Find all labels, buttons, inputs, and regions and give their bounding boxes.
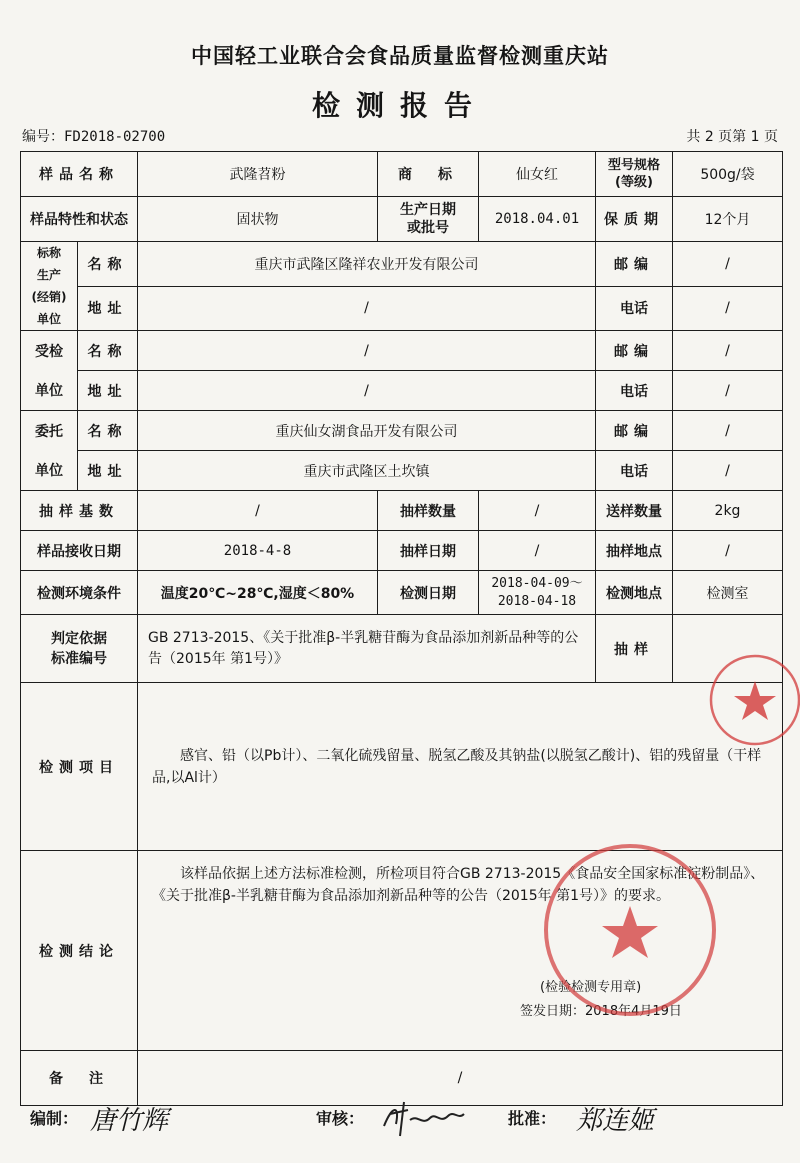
label-basis: 判定依据 标准编号 [21, 615, 138, 683]
row-sample-state [21, 197, 783, 242]
label-sample-name: 样品名称 [21, 152, 138, 197]
label-production-date: 生产日期 或批号 [378, 197, 479, 242]
label-producer-name: 名称 [78, 242, 138, 287]
row-conclusion [21, 851, 783, 1051]
label-client-phone: 电话 [596, 451, 673, 491]
row-receive [21, 531, 783, 571]
value-delivered-quantity: 2kg [673, 491, 783, 531]
value-receive-date: 2018-4-8 [138, 531, 378, 571]
row-client-address [21, 451, 783, 491]
approver-signature: 郑连姬 [576, 1106, 655, 1136]
value-client-address: 重庆市武隆区土坎镇 [138, 451, 596, 491]
label-inspected-postcode: 邮编 [596, 331, 673, 371]
row-environment [21, 571, 783, 615]
label-sampling-base: 抽样基数 [21, 491, 138, 531]
row-basis [21, 615, 783, 683]
label-producer-group: 标称 生产 (经销) 单位 [21, 242, 78, 331]
row-inspected-name [21, 331, 783, 371]
label-delivered-quantity: 送样数量 [596, 491, 673, 531]
label-producer-phone: 电话 [596, 286, 673, 331]
value-shelf-life: 12个月 [673, 197, 783, 242]
row-inspected-address [21, 371, 783, 411]
value-conclusion: 该样品依据上述方法标准检测，所检项目符合GB 2713-2015《食品安全国家标准淀粉制品》、《关于批准β-半乳糖苷酶为食品添加剂新品种等的公告（2015年 第1号）》的要求。 [138, 851, 783, 1051]
row-sampling [21, 491, 783, 531]
label-client-name: 名称 [78, 411, 138, 451]
label-test-date: 检测日期 [378, 571, 479, 615]
value-producer-name: 重庆市武隆区隆祥农业开发有限公司 [138, 242, 596, 287]
value-producer-phone: / [673, 286, 783, 331]
value-test-items: 感官、铅（以Pb计）、二氧化硫残留量、脱氢乙酸及其钠盐(以脱氢乙酸计)、铝的残留量（干样品,以Al计） [138, 683, 783, 851]
label-sampling-2: 抽样 [596, 615, 673, 683]
label-client-bottom: 单位 [21, 451, 78, 491]
signature-row [30, 1100, 770, 1140]
value-sampling-location: / [673, 531, 783, 571]
value-spec: 500g/袋 [673, 152, 783, 197]
value-inspected-name: / [138, 331, 596, 371]
label-inspected-phone: 电话 [596, 371, 673, 411]
value-sampling-quantity: / [479, 491, 596, 531]
value-test-location: 检测室 [673, 571, 783, 615]
value-sample-name: 武隆苕粉 [138, 152, 378, 197]
label-conclusion: 检测结论 [21, 851, 138, 1051]
label-client-top: 委托 [21, 411, 78, 451]
value-sampling-base: / [138, 491, 378, 531]
editor-signature: 唐竹辉 [90, 1106, 169, 1136]
label-inspected-name: 名称 [78, 331, 138, 371]
value-sampling-date: / [479, 531, 596, 571]
page-info: 共 2 页第 1 页 [686, 129, 778, 145]
seal-note: (检验检测专用章) [540, 980, 642, 995]
label-sampling-quantity: 抽样数量 [378, 491, 479, 531]
row-sample-name [21, 152, 783, 197]
label-sampling-location: 抽样地点 [596, 531, 673, 571]
value-basis: GB 2713-2015、《关于批准β-半乳糖苷酶为食品添加剂新品种等的公告（2015年 第1号）》 [138, 615, 596, 683]
label-spec: 型号规格 (等级) [596, 152, 673, 197]
label-producer-address: 地址 [78, 286, 138, 331]
label-test-items: 检测项目 [21, 683, 138, 851]
label-brand: 商 标 [378, 152, 479, 197]
row-producer-address [21, 286, 783, 331]
label-test-location: 检测地点 [596, 571, 673, 615]
value-env-conditions: 温度20℃~28℃,湿度＜80% [138, 571, 378, 615]
value-brand: 仙女红 [479, 152, 596, 197]
org-name: 中国轻工业联合会食品质量监督检测重庆站 [191, 44, 609, 68]
row-client-name [21, 411, 783, 451]
label-inspected-top: 受检 [21, 331, 78, 371]
row-test-items [21, 683, 783, 851]
editor-label: 编制： [30, 1109, 79, 1128]
label-receive-date: 样品接收日期 [21, 531, 138, 571]
value-inspected-postcode: / [673, 331, 783, 371]
value-producer-postcode: / [673, 242, 783, 287]
report-table [20, 151, 783, 1106]
value-inspected-phone: / [673, 371, 783, 411]
value-client-postcode: / [673, 411, 783, 451]
value-producer-address: / [138, 286, 596, 331]
value-client-phone: / [673, 451, 783, 491]
value-test-date: 2018-04-09～ 2018-04-18 [479, 571, 596, 615]
value-remarks: / [138, 1051, 783, 1106]
value-sample-state: 固状物 [138, 197, 378, 242]
label-sample-state: 样品特性和状态 [21, 197, 138, 242]
value-sampling-2 [673, 615, 783, 683]
approver-label: 批准： [508, 1109, 557, 1128]
value-inspected-address: / [138, 371, 596, 411]
label-client-address: 地址 [78, 451, 138, 491]
label-client-postcode: 邮编 [596, 411, 673, 451]
label-sampling-date: 抽样日期 [378, 531, 479, 571]
issue-date: 签发日期：2018年4月19日 [520, 1004, 682, 1019]
label-shelf-life: 保质期 [596, 197, 673, 242]
label-env-conditions: 检测环境条件 [21, 571, 138, 615]
report-number: 编号：FD2018-02700 [22, 129, 166, 145]
value-client-name: 重庆仙女湖食品开发有限公司 [138, 411, 596, 451]
label-inspected-address: 地址 [78, 371, 138, 411]
row-producer-name [21, 242, 783, 287]
reviewer-label: 审核： [316, 1109, 365, 1128]
value-production-date: 2018.04.01 [479, 197, 596, 242]
label-producer-postcode: 邮编 [596, 242, 673, 287]
reviewer-signature [378, 1096, 468, 1140]
label-remarks: 备 注 [21, 1051, 138, 1106]
label-inspected-bottom: 单位 [21, 371, 78, 411]
report-title: 检测报告 [311, 89, 488, 122]
